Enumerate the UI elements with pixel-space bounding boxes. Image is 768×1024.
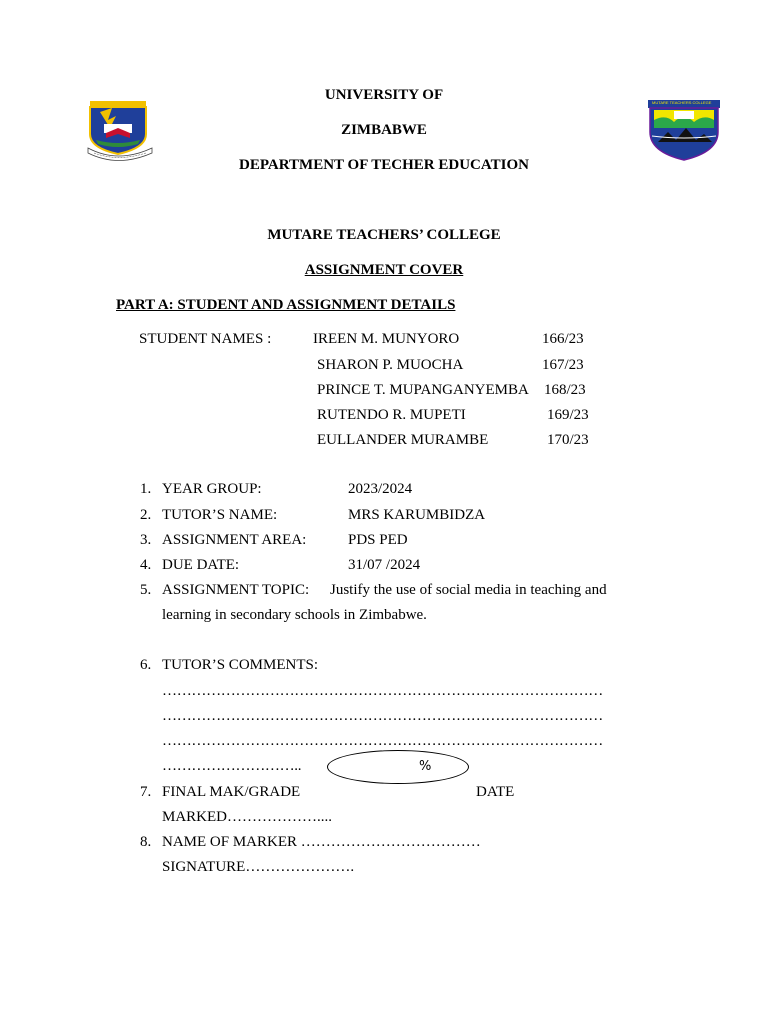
student-number: 168/23 (544, 382, 586, 398)
item-number: 5. (140, 582, 152, 598)
signature-line: SIGNATURE…………………. (162, 859, 355, 875)
due-date-value: 31/07 /2024 (348, 557, 421, 573)
final-grade-label: FINAL MAK/GRADE (162, 784, 301, 800)
item-number: 3. (140, 532, 152, 548)
student-name: RUTENDO R. MUPETI (317, 407, 466, 423)
student-name: SHARON P. MUOCHA (317, 357, 464, 373)
year-group-label: YEAR GROUP: (162, 481, 262, 497)
year-group-value: 2023/2024 (348, 481, 413, 497)
student-name: IREEN M. MUNYORO (313, 331, 460, 347)
student-number: 167/23 (542, 357, 584, 373)
assignment-topic-line1: Justify the use of social media in teaching and (330, 582, 607, 598)
student-number: 169/23 (547, 407, 589, 423)
crest-banner-text: MUTARE TEACHERS COLLEGE (652, 100, 712, 105)
item-number: 7. (140, 784, 152, 800)
assignment-area-value: PDS PED (348, 532, 408, 548)
university-line1: UNIVERSITY OF (324, 87, 444, 103)
student-number: 170/23 (547, 432, 589, 448)
tutor-name-value: MRS KARUMBIDZA (348, 507, 486, 523)
comment-dotted-line: ……………………………………………………………………………… (162, 733, 604, 749)
item-number: 1. (140, 481, 152, 497)
date-label: DATE (476, 784, 515, 800)
item-number: 6. (140, 657, 152, 673)
tutor-comments-label: TUTOR’S COMMENTS: (162, 657, 318, 673)
student-name: EULLANDER MURAMBE (317, 432, 489, 448)
student-name: PRINCE T. MUPANGANYEMBA (317, 382, 529, 398)
tutor-name-label: TUTOR’S NAME: (162, 507, 278, 523)
due-date-label: DUE DATE: (162, 557, 240, 573)
name-of-marker-line: NAME OF MARKER ……………………………… (162, 834, 481, 850)
part-a-heading: PART A: STUDENT AND ASSIGNMENT DETAILS (116, 297, 456, 313)
student-names-label: STUDENT NAMES : (139, 331, 272, 347)
assignment-topic-line2: learning in secondary schools in Zimbabwe. (162, 607, 427, 623)
item-number: 4. (140, 557, 152, 573)
item-number: 2. (140, 507, 152, 523)
comment-dotted-line-short: ……………………….. (162, 758, 302, 774)
percent-sign: % (419, 759, 432, 774)
document-title: ASSIGNMENT COVER (304, 262, 464, 278)
student-number: 166/23 (542, 331, 584, 347)
assignment-area-label: ASSIGNMENT AREA: (162, 532, 307, 548)
comment-dotted-line: ……………………………………………………………………………… (162, 708, 604, 724)
marked-line: MARKED……………….... (162, 809, 333, 825)
college-name: MUTARE TEACHERS’ COLLEGE (267, 227, 501, 243)
grade-oval (327, 750, 469, 784)
comment-dotted-line: ……………………………………………………………………………… (162, 683, 604, 699)
department-title: DEPARTMENT OF TECHER EDUCATION (239, 157, 529, 173)
item-number: 8. (140, 834, 152, 850)
assignment-topic-label: ASSIGNMENT TOPIC: (162, 582, 310, 598)
university-line2: ZIMBABWE (341, 122, 427, 138)
